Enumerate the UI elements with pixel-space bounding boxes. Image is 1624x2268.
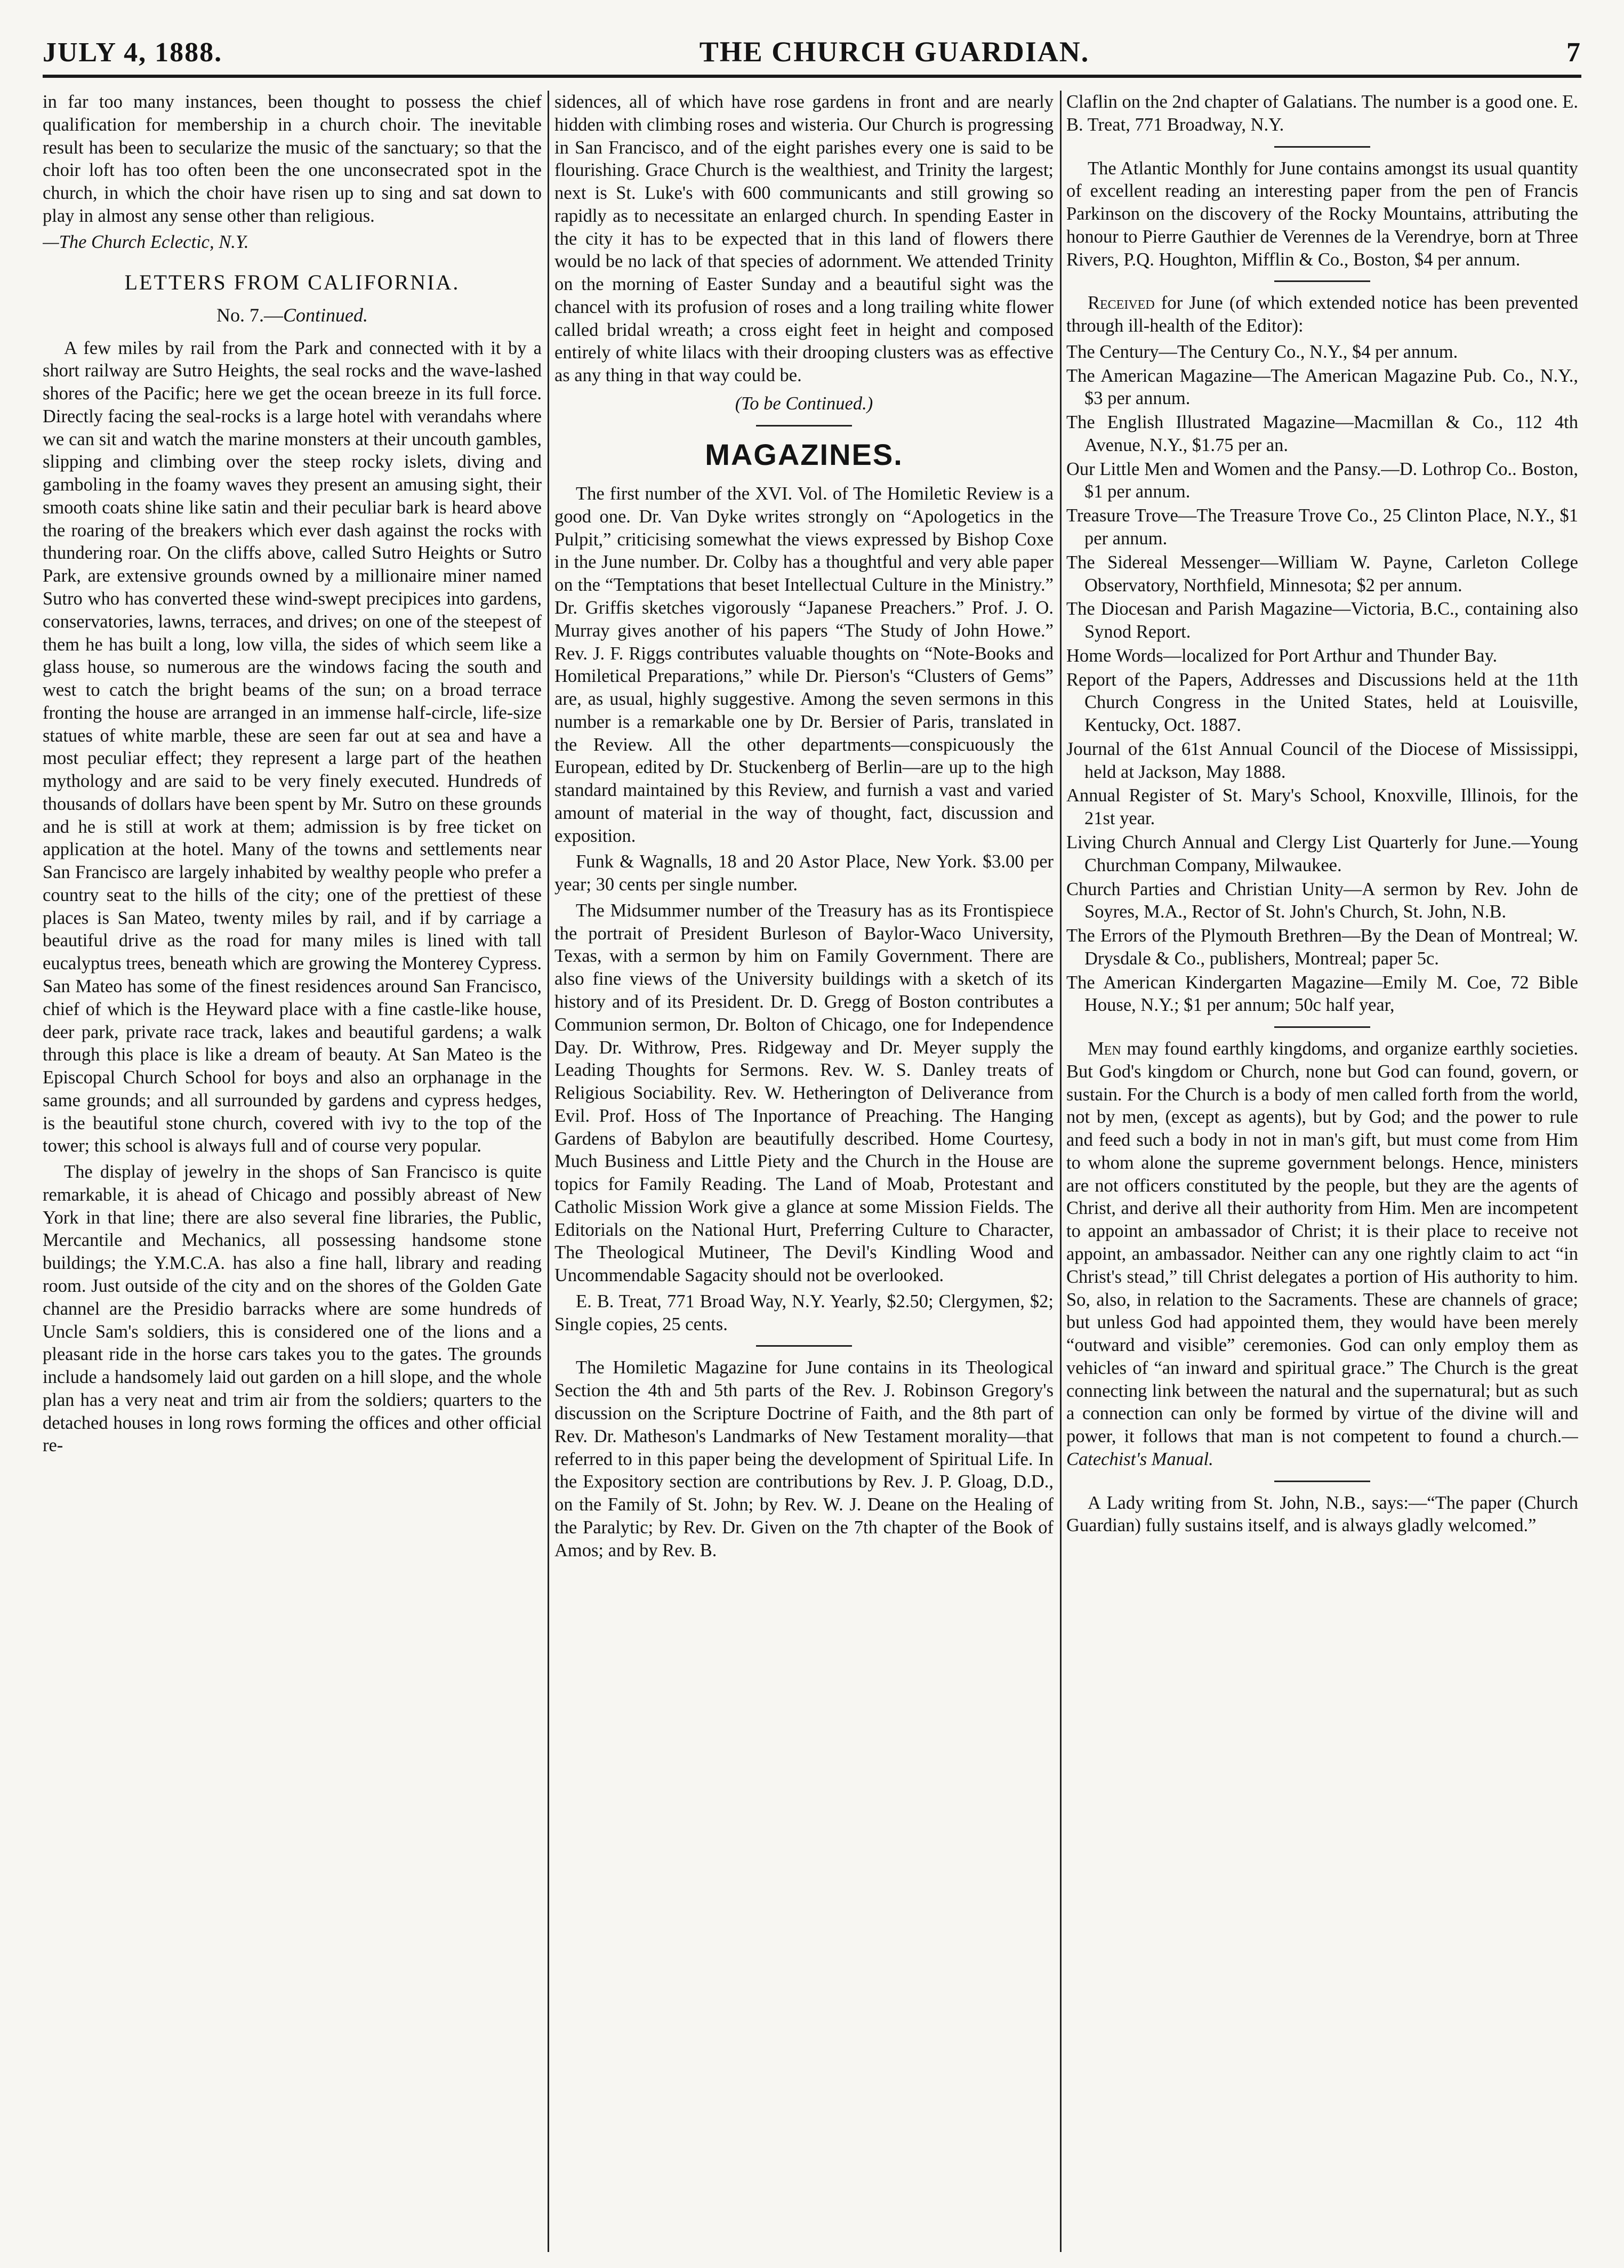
section-rule [1274,1481,1370,1482]
treasury-notice: The Midsummer number of the Treasury has as its Frontispiece the portrait of President Burleson of Baylor-Waco University, Texas, with a sermon by him on Family Government. There are also fine views of the University buildings with a sketch of its history and of its President. Dr. D. Gregg of Boston contributes a Communion sermon, Dr. Bolton of Chicago, one for Independence Day. Dr. Withrow, Pres. Ridgeway and Dr. Meyer supply the Leading Thoughts for Sermons. Rev. W. S. Danley treats of Religious Sociability. Rev. W. Hetherington of Deliverance from Evil. Prof. Hoss of The Inportance of Preaching. The Hanging Gardens of Babylon are beautifully described. Home Courtesy, Much Business and Little Piety and the Church in the House are topics for Family Reading. The Land of Moab, Protestant and Catholic Mission Work give a glance at some Mission Fields. The Editorials on the National Hurt, Preferring Culture to Character, The Theological Mutineer, The Devil's Kindling Wood and Uncommendable Sagacity should not be overlooked. [554,900,1054,1286]
article-continuation: in far too many instances, been thought to possess the chief qualification for membership in a church choir. The inevitable result has been to secularize the music of the sanctuary; so that the choir loft has too often been the one unconsecrated spot in the church, in which the choir have risen up to sing and sat down to play in almost any sense other than religious. [43,92,542,226]
letters-paragraph-2: The display of jewelry in the shops of San Francisco is quite remarkable, it is ahead of Chicago and possibly abreast of New York in that line; there are also several fine libraries, the Public, Mercantile and Mechanics, all possessing handsome stone buildings; the Y.M.C.A. has also a fine hall, library and reading room. Just outside of the city and on the shores of the Golden Gate channel are the Presidio barracks where are some hundreds of Uncle Sam's soldiers, this is considered one of the lions and a pleasant ride in the horse cars takes you to the gates. The grounds include a handsomely laid out garden on a hill slope, and the whole plan has a very neat and trim air from the soldiers; quarters to the detached houses in long rows forming the offices and other official re- [43,1162,542,1456]
letters-subheading [43,303,542,327]
section-rule [756,425,852,427]
men-lead: Men [1088,1039,1121,1059]
received-item: The Sidereal Messenger—William W. Payne, Carleton College Observatory, Northfield, Minnesota; $2 per annum. [1066,552,1578,596]
men-source: —Catechist's Manual. [1066,1426,1578,1469]
received-item: Church Parties and Christian Unity—A sermon by Rev. John de Soyres, M.A., Rector of St. John's Church, St. John, N.B. [1066,879,1578,922]
received-item: The Diocesan and Parish Magazine—Victoria, B.C., containing also Synod Report. [1066,599,1578,642]
issue-date: JULY 4, 1888. [43,37,223,68]
column-divider-1 [548,91,549,2252]
newspaper-title: THE CHURCH GUARDIAN. [699,36,1090,68]
men-text: may found earthly kingdoms, and organize earthly societies. But God's kingdom or Church, none but God can found, govern, or sustain. For the Church is a body of men called forth from the world, not by men, (except as agents), but by God; and the power to rule and feed such a body in not in man's gift, but must come from Him to whom alone the supreme government belongs. Hence, ministers are not officers constituted by the people, but they are the agents of Christ, and derive all their authority from Him. Men are incompetent to appoint an ambassador of Christ; it is their place to receive not appoint, an ambassador. Neither can any one rightly claim to act “in Christ's stead,” till Christ delegates a portion of His authority to him. So, also, in relation to the Sacraments. These are channels of grace; but unless God had appointed them, they would have been merely “outward and visible” ceremonies. God can only employ them as vehicles of “an inward and spiritual grace.” The Church is the great connecting link between the natural and the supernatural; but as such a connection can only be formed by virtue of the divine will and power, it follows that man is not competent to found a church. [1066,1039,1578,1447]
lady-testimonial: A Lady writing from St. John, N.B., says:—“The paper (Church Guardian) fully sustains itself, and is always gladly welcomed.” [1066,1492,1578,1536]
running-head [43,15,1581,68]
section-rule [756,1345,852,1347]
to-be-continued: (To be Continued.) [735,393,873,414]
page-number: 7 [1566,37,1581,68]
received-item: Our Little Men and Women and the Pansy.—D. Lothrop Co.. Boston, $1 per annum. [1066,459,1578,502]
received-item: Annual Register of St. Mary's School, Knoxville, Illinois, for the 21st year. [1066,785,1578,829]
received-item: The English Illustrated Magazine—Macmillan & Co., 112 4th Avenue, N.Y., $1.75 per an. [1066,412,1578,455]
homiletic-review-notice: The first number of the XVI. Vol. of The Homiletic Review is a good one. Dr. Van Dyke writes strongly on “Apologetics in the Pulpit,” criticising somewhat the views expressed by Bishop Coxe in the June number. Dr. Colby has a thoughtful and very able paper on the “Temptations that beset Intellectual Culture in the Ministry.” Dr. Griffis sketches vigorously “Japanese Preachers.” Prof. J. O. Murray gives another of his papers “The Study of John Howe.” Rev. J. F. Riggs contributes valuable thoughts on “Note-Books and Homiletical Preparations,” while Dr. Pierson's “Clusters of Gems” are, as usual, highly suggestive. Among the seven sermons in this number is a remarkable one by Dr. Bersier of Paris, translated in the Review. All the other departments—conspicuously the European, edited by Dr. Stuckenberg of Berlin—are up to the high standard maintained by this Review, and furnish a vast and varied amount of material in the way of thought, fact, discussion and exposition. [554,484,1054,846]
homiletic-magazine-notice: The Homiletic Magazine for June contains in its Theological Section the 4th and 5th parts of the Rev. J. Robinson Gregory's discussion on the Scripture Doctrine of Faith, and the 8th part of Rev. Dr. Matheson's Landmarks of New Testament morality—that referred to in this paper being the development of Spiritual Life. In the Expository section are contributions by Rev. J. P. Gloag, D.D., on the Family of St. John; by Rev. W. J. Deane on the Healing of the Paralytic; by Rev. Dr. Given on the 7th chapter of the Book of Amos; and by Rev. B. [554,1357,1054,1561]
treat-notice: E. B. Treat, 771 Broad Way, N.Y. Yearly, $2.50; Clergymen, $2; Single copies, 25 cents. [554,1291,1054,1334]
section-rule [1274,280,1370,282]
received-item: The Errors of the Plymouth Brethren—By the Dean of Montreal; W. Drysdale & Co., publishers, Montreal; paper 5c. [1066,926,1578,969]
received-text: for June (of which extended notice has been prevented through ill-health of the Editor): [1066,293,1578,336]
received-item: Living Church Annual and Clergy List Quarterly for June.—Young Churchman Company, Milwaukee. [1066,832,1578,875]
received-item: Home Words—localized for Port Arthur and Thunder Bay. [1066,645,1498,666]
homiletic-magazine-continuation: Claflin on the 2nd chapter of Galatians. The number is a good one. E. B. Treat, 771 Broadway, N.Y. [1066,92,1578,135]
received-item: The American Magazine—The American Magazine Pub. Co., N.Y., $3 per annum. [1066,365,1578,409]
column-3 [1066,91,1578,2252]
letters-continuation: sidences, all of which have rose gardens in front and are nearly hidden with climbing roses and wisteria. Our Church is progressing in San Francisco, and of the eight parishes every one is said to be flourishing. Grace Church is the wealthiest, and Trinity the largest; next is St. Luke's with 600 communicants and still growing so rapidly as to necessitate an enlarged church. In spending Easter in the city it has to be expected that in this land of flowers there would be no lack of that species of adornment. We attended Trinity on the morning of Easter Sunday and a beautiful sight was the chancel with its profusion of roses and a long trailing white flower called bridal wreath; a cross eight feet in height and composed entirely of white lilacs with their drooping clusters was as effective as any thing in that way could be. [554,92,1054,386]
funk-wagnalls-notice: Funk & Wagnalls, 18 and 20 Astor Place, New York. $3.00 per year; 30 cents per single number. [554,851,1054,895]
column-2 [554,91,1054,2252]
section-rule [1274,146,1370,148]
header-rule [43,75,1581,78]
magazines-heading: MAGAZINES. [705,437,903,471]
received-item: Report of the Papers, Addresses and Discussions held at the 11th Church Congress in the United States, held at Louisville, Kentucky, Oct. 1887. [1066,669,1578,736]
received-item: Journal of the 61st Annual Council of the Diocese of Mississippi, held at Jackson, May 1888. [1066,738,1578,782]
received-item: The American Kindergarten Magazine—Emily M. Coe, 72 Bible House, N.Y.; $1 per annum; 50c half year, [1066,972,1578,1016]
catechist-extract [1066,1038,1578,1471]
letters-continued: Continued. [283,304,368,326]
letters-heading: LETTERS FROM CALIFORNIA. [124,270,460,295]
received-lead: Received [1088,293,1155,313]
atlantic-monthly-notice: The Atlantic Monthly for June contains amongst its usual quantity of excellent reading an interesting paper from the pen of Francis Parkinson on the discovery of the Rocky Mountains, attributing the honour to Pierre Gauthier de Verennes de la Verendrye, born at Three Rivers, P.Q. Houghton, Mifflin & Co., Boston, $4 per annum. [1066,158,1578,270]
column-divider-2 [1060,91,1062,2252]
section-rule [1274,1026,1370,1028]
letters-paragraph-1: A few miles by rail from the Park and connected with it by a short railway are Sutro Heights, the seal rocks and the wave-lashed shores of the Pacific; here we get the ocean breeze in its full force. Directly facing the seal-rocks is a large hotel with verandahs where we can sit and watch the marine monsters at their uncouth gambles, slipping and climbing over the steep rocky islets, diving and gamboling in the foamy waves they present an amusing sight, their smooth coats shine like satin and their peculiar bark is heard above the roaring of the breakers which ever dash against the rocks with thundering roar. On the cliffs above, called Sutro Heights or Sutro Park, are extensive grounds owned by a millionaire miner named Sutro who has converted these wind-swept precipices into gardens, conservatories, lawns, terraces, and drives; on one of the steepest of them he has built a long, low villa, the sides of which seem like a glass house, so numerous are the windows facing the south and west to catch the bright beams of the sun; on a broad terrace fronting the house are arranged in an immense half-circle, life-size statues of white marble, these are seen far out at sea and have a most peculiar effect; they represent a large part of the heathen mythology and are said to be very finely executed. Hundreds of thousands of dollars have been spent by Mr. Sutro on these grounds and he is still at work at them; admission is by free ticket on application at the hotel. Many of the towns and settlements near San Francisco are largely inhabited by wealthy people who prefer a country seat to the hills of the city; one of the prettiest of these places is San Mateo, twenty miles by rail, and if by carriage a beautiful drive as the road for many miles is lined with tall eucalyptus trees, beneath which are growing the Monterey Cypress. San Mateo has some of the finest residences around San Francisco, chief of which is the Heyward place with a fine castle-like house, deer park, private race track, lakes and beautiful gardens; a walk through this place is like a dream of beauty. At San Mateo is the Episcopal Church School for boys and also an orphanage in the same grounds; and all surrounded by gardens and cypress hedges, is the beautiful stone church, covered with ivy to the top of the tower; this school is always full and of course very popular. [43,337,542,1156]
column-1 [43,91,542,2252]
received-item: The Century—The Century Co., N.Y., $4 per annum. [1066,341,1458,362]
letters-number: No. 7.— [216,304,283,326]
received-item: Treasure Trove—The Treasure Trove Co., 25 Clinton Place, N.Y., $1 per annum. [1066,505,1578,549]
received-intro [1066,292,1578,337]
article-source: —The Church Eclectic, N.Y. [43,231,249,252]
